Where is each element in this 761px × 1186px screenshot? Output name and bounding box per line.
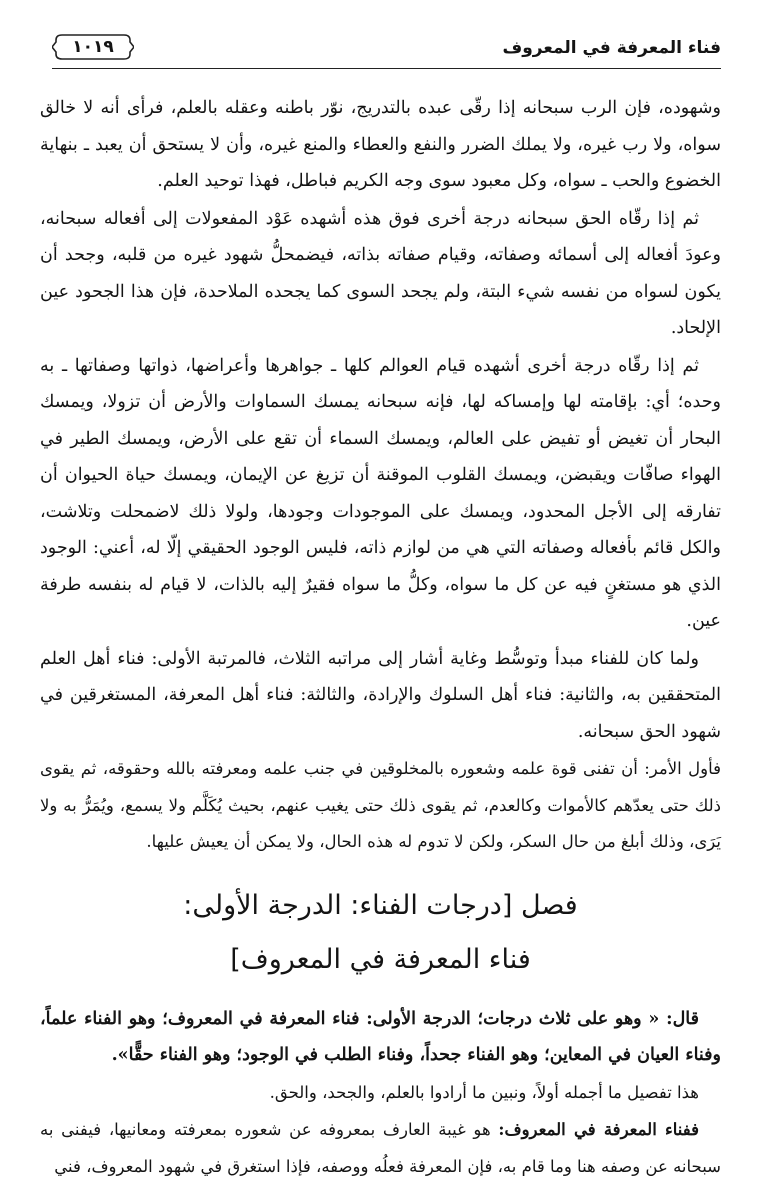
page-header (52, 28, 721, 72)
section-heading-line-2: فناء المعرفة في المعروف] (230, 943, 531, 975)
term-label: ففناء المعرفة في المعروف: (498, 1120, 699, 1139)
section-heading-line-1: فصل [درجات الفناء: الدرجة الأولى: (183, 889, 578, 921)
page-body (40, 90, 721, 1186)
section-heading (40, 879, 721, 987)
page-number-text: ١٠١٩ (72, 37, 114, 57)
quoted-text: قال: « وهو على ثلاث درجات؛ الدرجة الأولى: فناء المعرفة في المعروف؛ وهو الفناء علماً، وفناء العيان في المعاين؛ وهو الفناء جحداً، وفناء الطلب في الوجود؛ وهو الفناء حقًّا». (40, 1008, 721, 1065)
paragraph-2: ثم إذا رقّاه الحق سبحانه درجة أخرى فوق هذه أشهده عَوْد المفعولات إلى أفعاله سبحانه، وعودَ أفعاله إلى أسمائه وصفاته، وقيام صفاته بذاته، فيضمحلُّ شهود غيره من قلبه، وجحد أن يكون لسواه من نفسه شيء البتة، ولم يجحد السوى كما يجحده الملاحدة، فإن هذا الجحود عين الإلحاد. (40, 208, 721, 338)
paragraph-4: ولما كان للفناء مبدأ وتوسُّط وغاية أشار إلى مراتبه الثلاث، فالمرتبة الأولى: فناء أهل العلم المتحققين به، والثانية: فناء أهل السلوك والإرادة، والثالثة: فناء أهل المعرفة، المستغرقين في شهود الحق سبحانه. (40, 648, 721, 742)
term-definition: هو غيبة العارف بمعروفه عن شعوره بمعرفته ومعانيها، فيفنى به سبحانه عن وصفه هنا وما قام به، فإن المعرفة فعلُه ووصفه، فإذا استغرق في شهود المعروف، فني (40, 1120, 721, 1176)
page-number (52, 32, 134, 62)
explanation: هذا تفصيل ما أجمله أولاً، ونبين ما أرادوا بالعلم، والجحد، والحق. (269, 1082, 699, 1102)
paragraph-1: وشهوده، فإن الرب سبحانه إذا رقّى عبده بالتدريج، نوّر باطنه وعقله بالعلم، فرأى أنه لا خالق سواه، ولا رب غيره، ولا يملك الضرر والنفع والعطاء والمنع غيره، وأن لا يستحق أن يعبد ـ بنهاية الخضوع والحب ـ سواه، وكل معبود سوى وجه الكريم فباطل، فهذا توحيد العلم. (40, 98, 721, 191)
running-title: فناء المعرفة في المعروف (502, 38, 721, 58)
last-paragraph (40, 1112, 721, 1185)
paragraph-5: فأول الأمر: أن تفنى قوة علمه وشعوره بالمخلوقين في جنب علمه ومعرفته بالله وحقوقه، ثم يقوى ذلك حتى يعدّهم كالأموات وكالعدم، ثم يقوى ذلك حتى يغيب عنهم، بحيث يُكَلَّم ولا يسمع، ويُمَرُّ به ولا يَرَى، وذلك أبلغ من حال السكر، ولكن لا تدوم له هذه الحال، ولا يمكن أن يعيش عليها. (40, 759, 721, 851)
paragraph-3: ثم إذا رقّاه درجة أخرى أشهده قيام العوالم كلها ـ جواهرها وأعراضها، ذواتها وصفاتها ـ به وحده؛ أي: بإقامته لها وإمساكه لها، فإنه سبحانه يمسك السماوات والأرض أن تزولا، ويمسك البحار أن تغيض أو تفيض على العالم، ويمسك السماء أن تقع على الأرض، ويمسك الطير في الهواء صافّات ويقبضن، ويمسك القلوب الموقنة أن تزيغ عن الإيمان، ويمسك حياة الحيوان أن تفارقه إلى الأجل المحدود، ويمسك على الموجودات وجودها، ولولا ذلك لاضمحلت وتلاشت، والكل قائم بأفعاله وصفاته التي هي من لوازم ذاته، فليس الوجود الحقيقي إلّا له، أعني: الوجود الذي هو مستغنٍ فيه عن كل ما سواه، وكلُّ ما سواه فقيرٌ إليه بالذات، لا قيام له بنفسه طرفة عين. (40, 355, 721, 631)
header-rule (52, 68, 721, 69)
